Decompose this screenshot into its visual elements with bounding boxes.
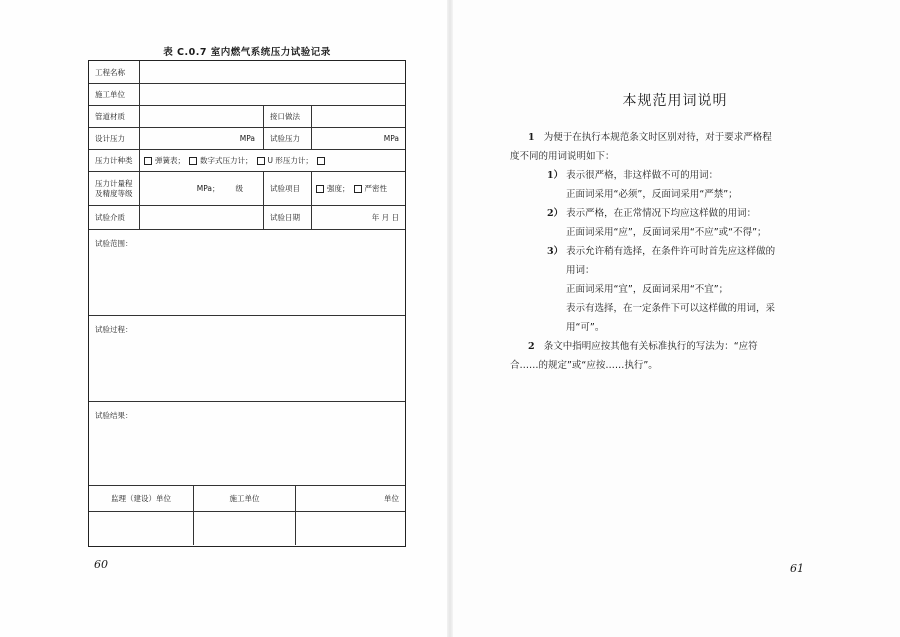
label-project-name: 工程名称 bbox=[95, 67, 125, 77]
pressure-test-record-form bbox=[88, 60, 406, 547]
label-test-pressure: 试验压力 bbox=[263, 128, 311, 149]
item2-text-1: 条文中指明应按其他有关标准执行的写法为：“应符 bbox=[543, 341, 758, 352]
sub1 bbox=[547, 166, 718, 185]
field-test-medium bbox=[139, 206, 263, 229]
sub1-text: 表示很严格，非这样做不可的用词： bbox=[566, 170, 719, 181]
field-project-name bbox=[139, 61, 407, 83]
label-test-scope: 试验范围： bbox=[95, 239, 133, 248]
right-page-number: 61 bbox=[790, 562, 804, 575]
field-gauge-range bbox=[139, 172, 263, 205]
field-test-item bbox=[311, 172, 407, 205]
label-gauge-range-line2: 及精度等级 bbox=[95, 188, 133, 198]
sub1-number: 1） bbox=[547, 170, 564, 181]
label-test-date: 试验日期 bbox=[263, 206, 311, 229]
row-project-name bbox=[89, 61, 405, 83]
field-construction-unit bbox=[139, 84, 407, 105]
row-test-process bbox=[89, 315, 405, 401]
row-design-pressure bbox=[89, 127, 405, 149]
test-item-strength: 强度； bbox=[327, 184, 350, 193]
label-test-process: 试验过程： bbox=[95, 325, 133, 334]
unit-design-pressure: MPa bbox=[139, 128, 263, 149]
sub3-text-1: 表示允许稍有选择，在条件许可时首先应这样做的 bbox=[566, 246, 776, 257]
item2-number: 2 bbox=[528, 341, 535, 352]
label-gauge-type: 压力计种类 bbox=[95, 156, 133, 165]
row-test-result bbox=[89, 401, 405, 485]
sub3-number: 3） bbox=[547, 246, 564, 257]
sign-construct-unit bbox=[193, 512, 295, 545]
row-gauge-range bbox=[89, 171, 405, 205]
field-joint-method bbox=[311, 106, 407, 127]
header-supervision-unit: 监理（建设）单位 bbox=[111, 494, 171, 503]
left-page-number: 60 bbox=[94, 558, 108, 571]
item1-text-1: 为便于在执行本规范条文时区别对待，对于要求严格程 bbox=[543, 132, 772, 143]
checkbox-u-gauge bbox=[257, 157, 265, 165]
sub3-text-2: 用词： bbox=[566, 265, 595, 276]
table-title: 表 C.0.7 室内燃气系统压力试验记录 bbox=[163, 47, 331, 58]
label-design-pressure: 设计压力 bbox=[95, 134, 125, 143]
row-pipe-material bbox=[89, 105, 405, 127]
sub2-text: 表示严格，在正常情况下均应这样做的用词： bbox=[566, 208, 757, 219]
field-pipe-material bbox=[139, 106, 263, 127]
row-gauge-type bbox=[89, 149, 405, 171]
sign-supervision-unit bbox=[89, 512, 193, 545]
label-test-item: 试验项目 bbox=[263, 172, 311, 205]
label-joint-method: 接口做法 bbox=[263, 106, 311, 127]
gauge-range-unit: MPa； bbox=[196, 184, 220, 193]
item1-line2: 度不同的用词说明如下： bbox=[510, 151, 615, 162]
checkbox-digital-gauge bbox=[189, 157, 197, 165]
item2-line2: 合……的规定”或“应按……执行”。 bbox=[510, 360, 658, 371]
sub4-line2: 用“可”。 bbox=[566, 322, 605, 333]
checkbox-tightness bbox=[354, 185, 362, 193]
item1-line1 bbox=[528, 128, 772, 147]
row-test-scope bbox=[89, 229, 405, 315]
item1-number: 1 bbox=[528, 132, 535, 143]
label-test-result: 试验结果： bbox=[95, 411, 133, 420]
label-construction-unit: 施工单位 bbox=[95, 90, 125, 99]
field-gauge-type bbox=[139, 150, 407, 171]
field-test-date: 年 月 日 bbox=[311, 206, 407, 229]
label-gauge-range bbox=[89, 172, 139, 205]
item2-line1 bbox=[528, 337, 758, 356]
row-construction-unit bbox=[89, 83, 405, 105]
sub3-detail: 正面词采用“宜”，反面词采用“不宜”； bbox=[566, 284, 729, 295]
gauge-option-digital: 数字式压力计； bbox=[200, 156, 253, 165]
unit-test-pressure: MPa bbox=[311, 128, 407, 149]
sub4-line1: 表示有选择，在一定条件下可以这样做的用词，采 bbox=[566, 303, 776, 314]
sign-unit bbox=[295, 512, 407, 545]
label-gauge-range-line1: 压力计量程 bbox=[95, 178, 133, 188]
gauge-grade: 级 bbox=[235, 184, 243, 193]
label-pipe-material: 管道材质 bbox=[95, 112, 125, 121]
label-test-medium: 试验介质 bbox=[95, 213, 125, 222]
checkbox-spring-gauge bbox=[144, 157, 152, 165]
sub3 bbox=[547, 242, 775, 261]
sub1-detail: 正面词采用“必须”，反面词采用“严禁”； bbox=[566, 189, 738, 200]
sub2-detail: 正面词采用“应”，反面词采用“不应”或“不得”； bbox=[566, 227, 767, 238]
gauge-option-spring: 弹簧表； bbox=[155, 156, 185, 165]
section-title: 本规范用词说明 bbox=[622, 93, 728, 109]
header-construct-unit: 施工单位 bbox=[193, 486, 295, 511]
test-item-tightness: 严密性 bbox=[364, 184, 387, 193]
checkbox-other-gauge bbox=[317, 157, 325, 165]
row-signature-fields bbox=[89, 511, 405, 545]
sub2-number: 2） bbox=[547, 208, 564, 219]
header-unit: 单位 bbox=[295, 486, 407, 511]
row-signature-headers bbox=[89, 485, 405, 511]
checkbox-strength bbox=[316, 185, 324, 193]
row-test-medium bbox=[89, 205, 405, 229]
gauge-option-u: U 形压力计； bbox=[267, 156, 313, 165]
sub2 bbox=[547, 204, 756, 223]
